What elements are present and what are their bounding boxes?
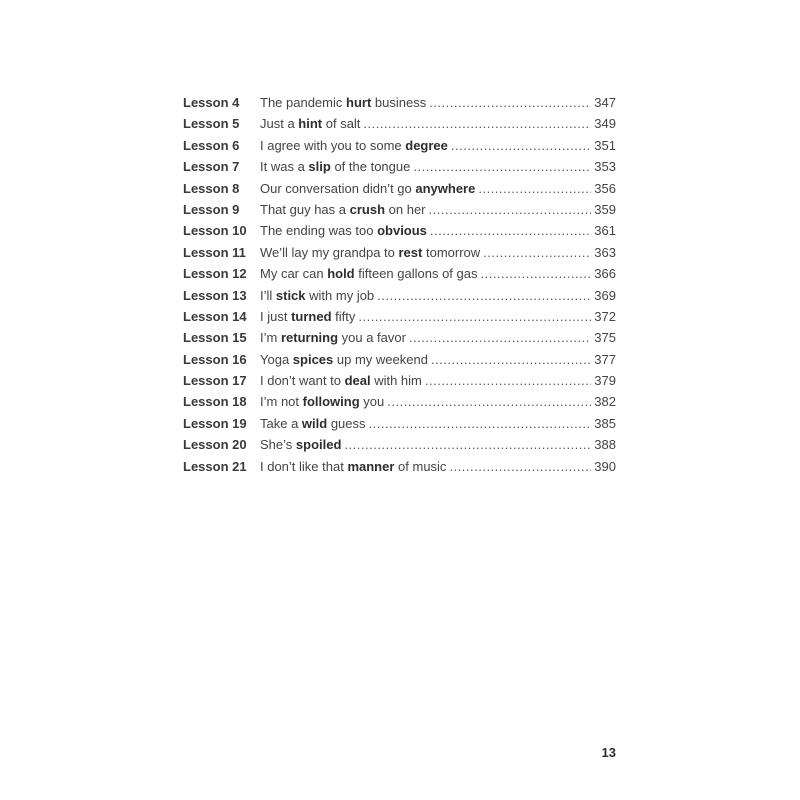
- toc-entry: [183, 434, 616, 455]
- lesson-title: I’m returning you a favor: [260, 330, 406, 346]
- lesson-title: Take a wild guess: [260, 415, 366, 431]
- page-ref: 366: [594, 266, 616, 282]
- toc-entry: [183, 456, 616, 477]
- key-word: turned: [291, 308, 332, 324]
- lesson-number: Lesson 11: [183, 244, 246, 260]
- page-ref: 382: [594, 394, 616, 410]
- key-word: spoiled: [295, 437, 342, 453]
- page-ref: 349: [594, 116, 616, 132]
- key-word: anywhere: [415, 180, 476, 196]
- lesson-title: That guy has a crush on her: [260, 201, 426, 217]
- dot-leader: [369, 413, 592, 434]
- dot-leader: [431, 349, 591, 370]
- page-ref: 375: [594, 330, 616, 346]
- toc-entry: [183, 391, 616, 412]
- lesson-number: Lesson 7: [183, 159, 240, 175]
- page-ref: 369: [594, 287, 616, 303]
- key-word: hold: [327, 266, 355, 282]
- dot-leader: [387, 391, 591, 412]
- key-word: returning: [280, 330, 339, 346]
- toc-entry: [183, 349, 616, 370]
- dot-leader: [483, 242, 591, 263]
- lesson-title: Yoga spices up my weekend: [260, 351, 428, 367]
- lesson-number: Lesson 9: [183, 201, 240, 217]
- lesson-number: Lesson 15: [183, 330, 247, 346]
- dot-leader: [480, 263, 591, 284]
- page-ref: 361: [594, 223, 616, 239]
- toc-entry: [183, 413, 616, 434]
- toc-entry: [183, 135, 616, 156]
- lesson-title: I’ll stick with my job: [260, 287, 375, 303]
- key-word: degree: [405, 137, 448, 153]
- toc-entry: [183, 306, 616, 327]
- dot-leader: [451, 135, 591, 156]
- lesson-title: It was a slip of the tongue: [260, 159, 411, 175]
- page-ref: 390: [594, 458, 616, 474]
- page-ref: 363: [594, 244, 616, 260]
- dot-leader: [413, 156, 591, 177]
- key-word: hurt: [346, 95, 372, 110]
- toc-entry: [183, 178, 616, 199]
- lesson-number: Lesson 8: [183, 180, 240, 196]
- lesson-title: My car can hold fifteen gallons of gas: [260, 266, 478, 282]
- lesson-number: Lesson 4: [183, 95, 240, 110]
- toc-entry: [183, 285, 616, 306]
- page-number: 13: [601, 745, 616, 760]
- key-word: crush: [349, 201, 386, 217]
- toc-entry: [183, 220, 616, 241]
- toc-entry: [183, 327, 616, 348]
- page-ref: 377: [594, 351, 616, 367]
- lesson-title: The pandemic hurt business: [260, 95, 427, 110]
- lesson-number: Lesson 10: [183, 223, 247, 239]
- key-word: manner: [347, 458, 395, 474]
- key-word: wild: [301, 415, 328, 431]
- dot-leader: [425, 370, 591, 391]
- lesson-number: Lesson 18: [183, 394, 247, 410]
- toc-entry: [183, 199, 616, 220]
- key-word: hint: [298, 116, 323, 132]
- dot-leader: [363, 113, 591, 134]
- key-word: deal: [344, 373, 371, 389]
- toc-entry: [183, 113, 616, 134]
- toc-entry: [183, 370, 616, 391]
- toc-entry: [183, 263, 616, 284]
- lesson-number: Lesson 20: [183, 437, 247, 453]
- page-ref: 353: [594, 159, 616, 175]
- table-of-contents: [183, 92, 616, 477]
- key-word: obvious: [377, 223, 427, 239]
- lesson-number: Lesson 13: [183, 287, 247, 303]
- page-ref: 372: [594, 308, 616, 324]
- lesson-title: We’ll lay my grandpa to rest tomorrow: [260, 244, 481, 260]
- lesson-title: I don’t want to deal with him: [260, 373, 422, 389]
- page-ref: 388: [594, 437, 616, 453]
- dot-leader: [429, 92, 591, 113]
- key-word: stick: [275, 287, 306, 303]
- page-ref: 379: [594, 373, 616, 389]
- dot-leader: [344, 434, 591, 455]
- lesson-title: The ending was too obvious: [260, 223, 427, 239]
- key-word: rest: [398, 244, 423, 260]
- key-word: following: [302, 394, 360, 410]
- lesson-number: Lesson 12: [183, 266, 247, 282]
- dot-leader: [358, 306, 591, 327]
- dot-leader: [409, 327, 591, 348]
- lesson-title: Our conversation didn’t go anywhere: [260, 180, 476, 196]
- lesson-title: I just turned fifty: [260, 308, 356, 324]
- lesson-title: I don’t like that manner of music: [260, 458, 447, 474]
- lesson-number: Lesson 6: [183, 137, 240, 153]
- toc-entry: [183, 242, 616, 263]
- lesson-title: I agree with you to some degree: [260, 137, 448, 153]
- lesson-number: Lesson 5: [183, 116, 240, 132]
- page-ref: 385: [594, 415, 616, 431]
- toc-entry: [183, 156, 616, 177]
- lesson-number: Lesson 21: [183, 458, 247, 474]
- dot-leader: [377, 285, 591, 306]
- dot-leader: [478, 178, 591, 199]
- lesson-title: She’s spoiled: [260, 437, 342, 453]
- lesson-number: Lesson 19: [183, 415, 247, 431]
- lesson-number: Lesson 16: [183, 351, 247, 367]
- lesson-number: Lesson 17: [183, 373, 247, 389]
- toc-entry: [183, 92, 616, 113]
- dot-leader: [429, 199, 592, 220]
- page-ref: 359: [594, 201, 616, 217]
- lesson-title: I’m not following you: [260, 394, 385, 410]
- page-ref: 356: [594, 180, 616, 196]
- lesson-title: Just a hint of salt: [260, 116, 361, 132]
- page-ref: 351: [594, 137, 616, 153]
- lesson-number: Lesson 14: [183, 308, 247, 324]
- dot-leader: [449, 456, 591, 477]
- key-word: spices: [292, 351, 334, 367]
- dot-leader: [430, 220, 591, 241]
- key-word: slip: [308, 159, 331, 175]
- page-ref: 347: [594, 95, 616, 110]
